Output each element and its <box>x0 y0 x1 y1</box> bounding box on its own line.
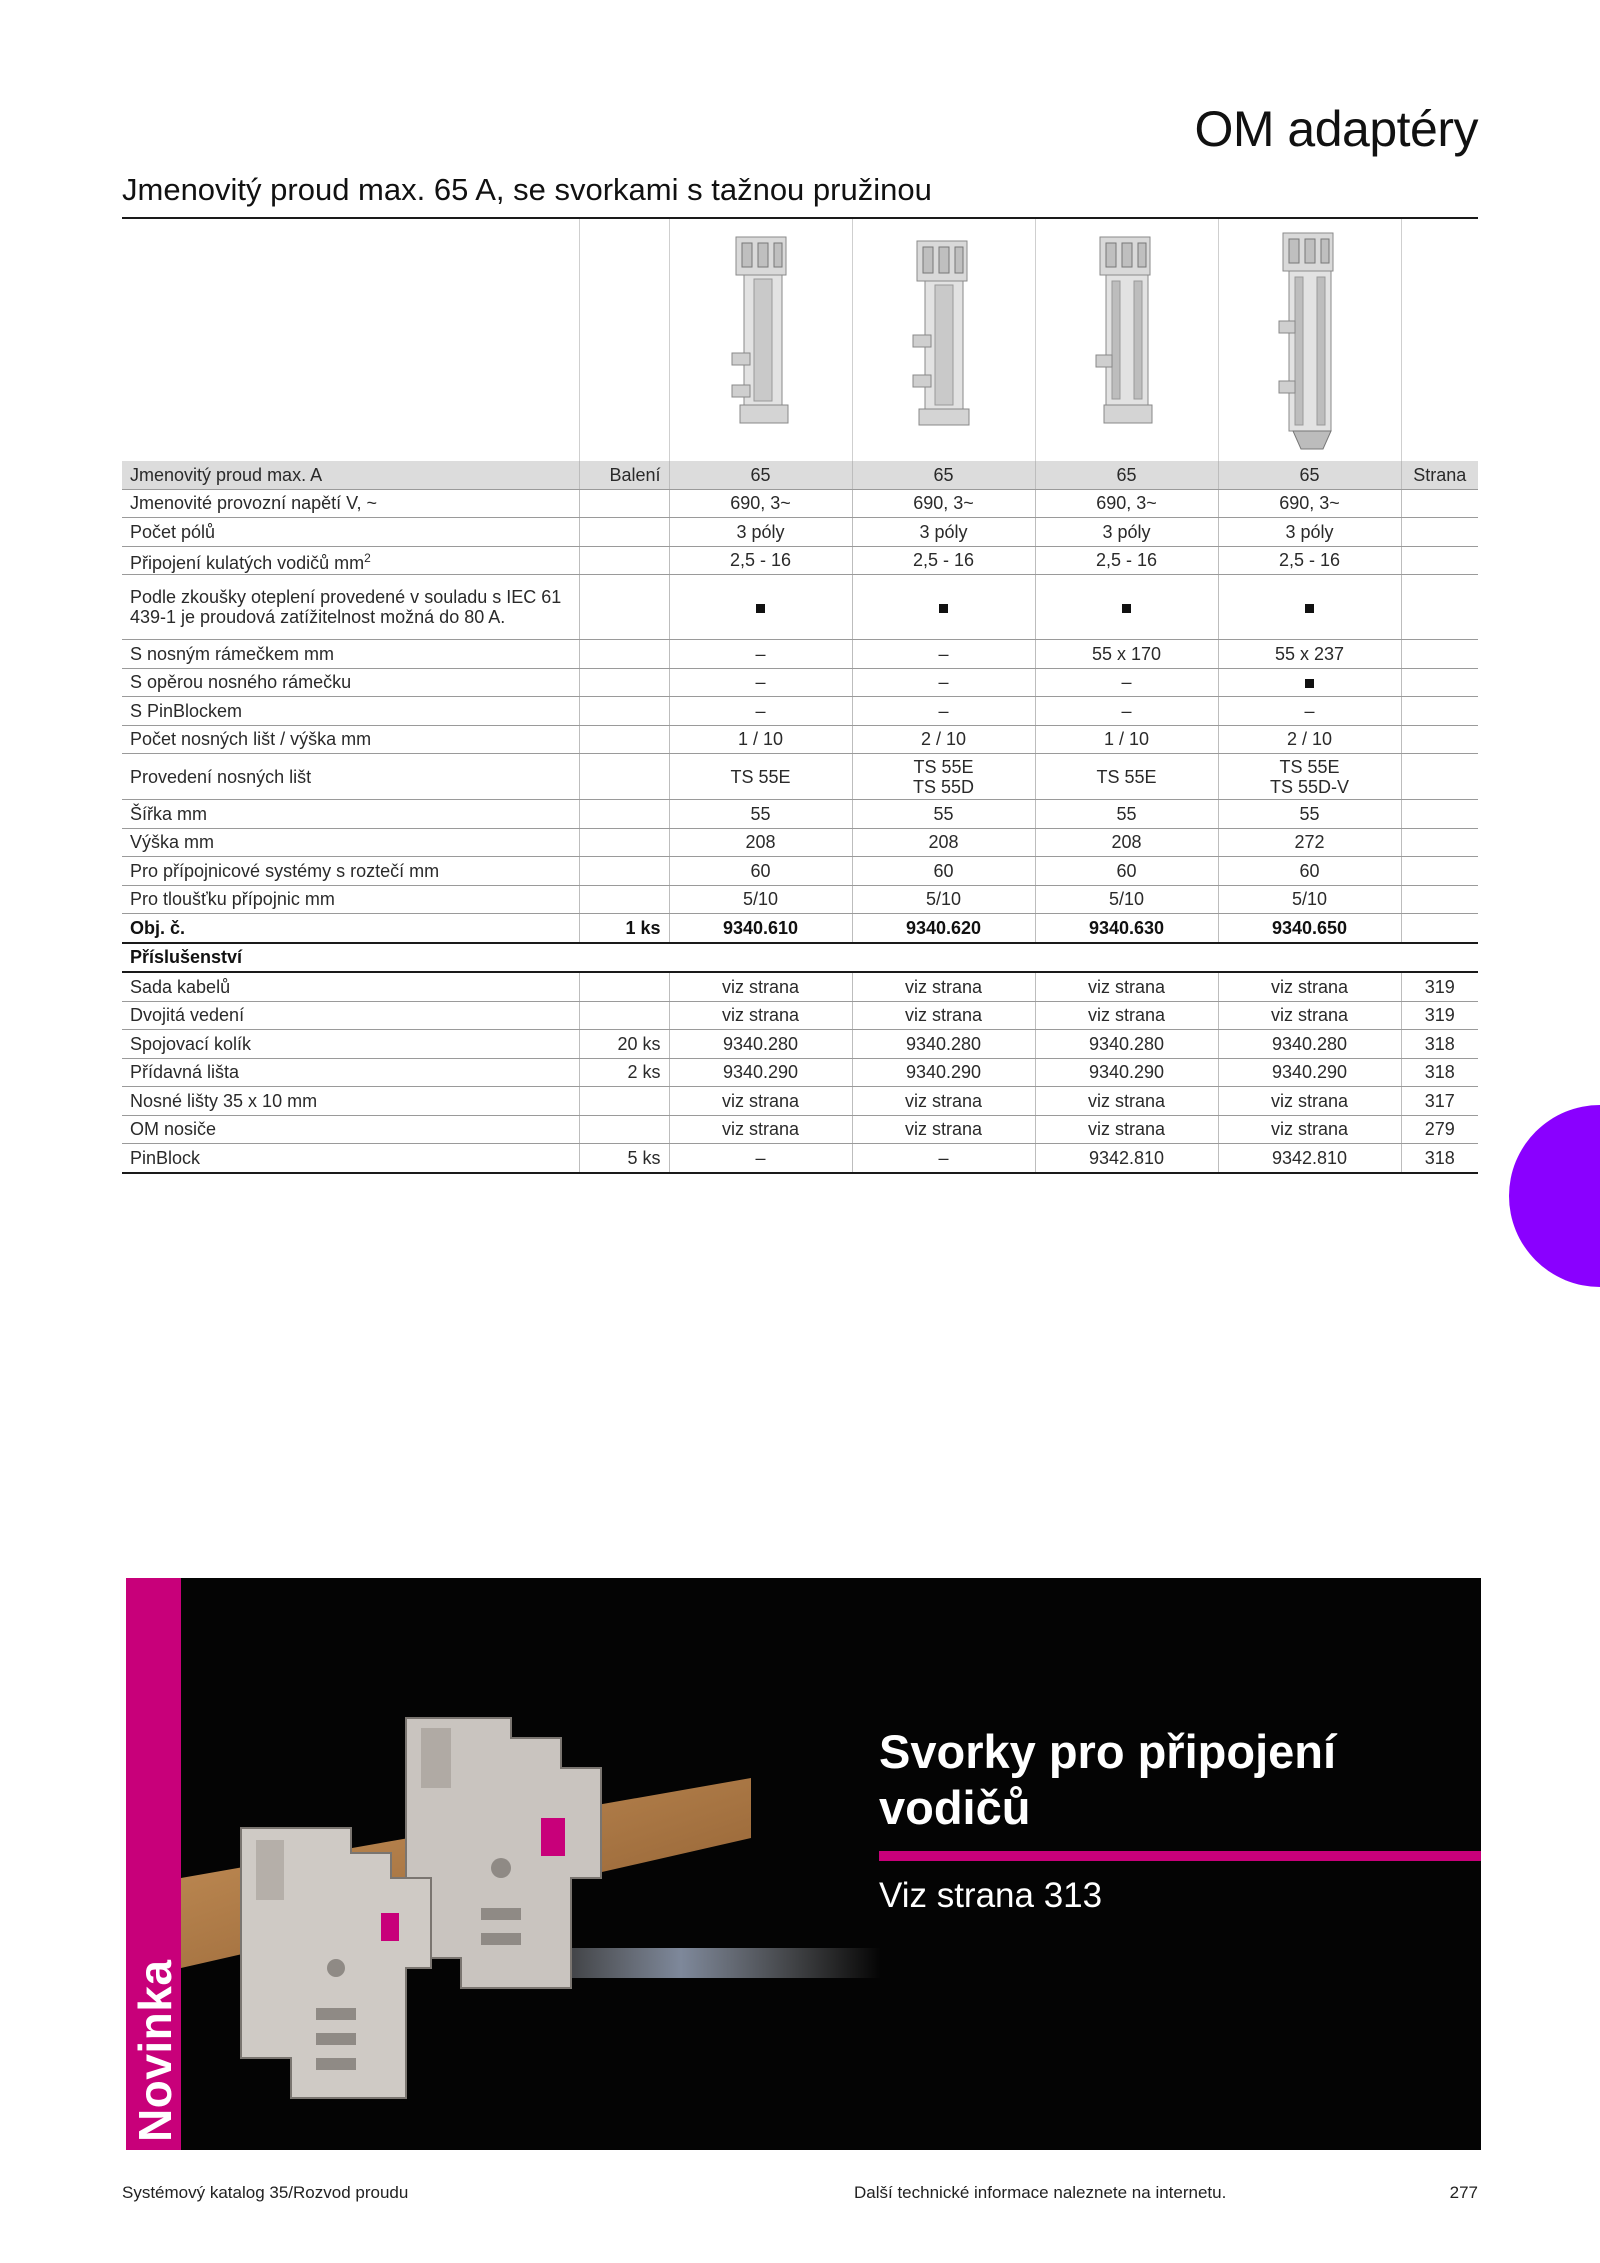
value-cell: 9340.280 <box>669 1030 852 1059</box>
image-cell-product-1 <box>669 219 853 461</box>
value-cell <box>1035 575 1218 640</box>
value-cell: 60 <box>669 857 852 886</box>
table-row <box>122 857 1478 886</box>
row-label: Nosné lišty 35 x 10 mm <box>122 1087 579 1116</box>
image-cell-pack <box>579 219 670 461</box>
value-cell: 55 x 237 <box>1218 640 1401 669</box>
table-row <box>122 546 1478 575</box>
value-cell: – <box>669 668 852 697</box>
value-cell: 9342.810 <box>1035 1144 1218 1173</box>
value-cell: 208 <box>1035 828 1218 857</box>
value-cell: 60 <box>852 857 1035 886</box>
value-cell: viz strana <box>669 972 852 1001</box>
table-row <box>122 828 1478 857</box>
value-cell: 9340.280 <box>1035 1030 1218 1059</box>
pack-cell <box>579 546 669 575</box>
row-label: Obj. č. <box>122 914 579 943</box>
image-cell-page <box>1401 219 1479 461</box>
value-cell: 5/10 <box>1035 885 1218 914</box>
value-cell: viz strana <box>1035 972 1218 1001</box>
value-cell: – <box>1035 668 1218 697</box>
row-label: Připojení kulatých vodičů $mm^2$ <box>122 546 579 575</box>
value-cell: – <box>669 1144 852 1173</box>
value-cell: – <box>669 640 852 669</box>
value-cell: viz strana <box>852 1001 1035 1030</box>
value-cell: 9340.290 <box>1218 1058 1401 1087</box>
pack-cell: Balení <box>579 461 669 489</box>
pack-cell <box>579 725 669 754</box>
table-row <box>122 1030 1478 1059</box>
page-cell: Strana <box>1401 461 1478 489</box>
value-cell: 5/10 <box>1218 885 1401 914</box>
table-row <box>122 1087 1478 1116</box>
row-label: PinBlock <box>122 1144 579 1173</box>
page-cell <box>1401 800 1478 829</box>
value-cell: 690, 3~ <box>1218 489 1401 518</box>
page-cell: 317 <box>1401 1087 1478 1116</box>
value-cell: 9340.290 <box>852 1058 1035 1087</box>
value-cell: – <box>1218 697 1401 726</box>
table-row <box>122 754 1478 800</box>
page-title: OM adaptéry <box>1194 101 1478 157</box>
terminal-product-image <box>181 1578 881 2150</box>
value-cell: 9340.290 <box>1035 1058 1218 1087</box>
value-cell: 3 póly <box>852 518 1035 547</box>
terminal-back <box>406 1718 601 1988</box>
value-cell: – <box>852 697 1035 726</box>
value-cell: 9340.290 <box>669 1058 852 1087</box>
pack-cell <box>579 1087 669 1116</box>
value-cell: 60 <box>1218 857 1401 886</box>
page-cell: 318 <box>1401 1144 1478 1173</box>
table-row <box>122 640 1478 669</box>
row-label: Jmenovité provozní napětí V, ~ <box>122 489 579 518</box>
value-cell: 55 <box>852 800 1035 829</box>
om-adapter-image <box>1092 235 1162 435</box>
value-cell: – <box>852 640 1035 669</box>
page-cell <box>1401 518 1478 547</box>
value-cell: viz strana <box>852 972 1035 1001</box>
table-row <box>122 800 1478 829</box>
value-cell: 2,5 - 16 <box>1218 546 1401 575</box>
value-cell: viz strana <box>1035 1087 1218 1116</box>
value-cell: 65 <box>852 461 1035 489</box>
filled-square-icon <box>1122 604 1131 613</box>
value-cell: 2,5 - 16 <box>852 546 1035 575</box>
footer-page-number: 277 <box>1449 2183 1478 2202</box>
table-row <box>122 1001 1478 1030</box>
value-cell: 9342.810 <box>1218 1144 1401 1173</box>
row-label: Počet pólů <box>122 518 579 547</box>
value-cell: 208 <box>669 828 852 857</box>
table-row <box>122 885 1478 914</box>
value-cell: viz strana <box>1218 1115 1401 1144</box>
row-label: S nosným rámečkem mm <box>122 640 579 669</box>
new-badge-label: Novinka <box>129 1959 181 2142</box>
value-cell: 55 <box>1218 800 1401 829</box>
row-label: OM nosiče <box>122 1115 579 1144</box>
row-label: Pro tloušťku přípojnic mm <box>122 885 579 914</box>
value-cell <box>669 575 852 640</box>
row-label: Přídavná lišta <box>122 1058 579 1087</box>
page-cell <box>1401 575 1478 640</box>
table-row <box>122 518 1478 547</box>
image-cell-product-2 <box>852 219 1036 461</box>
table-row <box>122 1058 1478 1087</box>
value-cell: 9340.650 <box>1218 914 1401 943</box>
page-cell <box>1401 697 1478 726</box>
value-cell <box>852 575 1035 640</box>
page-cell <box>1401 640 1478 669</box>
table-row <box>122 914 1478 943</box>
page-cell <box>1401 546 1478 575</box>
row-label: Dvojitá vedení <box>122 1001 579 1030</box>
value-cell: 55 <box>669 800 852 829</box>
value-cell: 65 <box>1218 461 1401 489</box>
value-cell: viz strana <box>1218 1001 1401 1030</box>
table-row <box>122 725 1478 754</box>
value-cell <box>1218 575 1401 640</box>
new-badge-strip <box>126 1578 181 2150</box>
pack-cell <box>579 1115 669 1144</box>
row-label: Počet nosných lišt / výška mm <box>122 725 579 754</box>
pack-cell: 20 ks <box>579 1030 669 1059</box>
value-cell: 60 <box>1035 857 1218 886</box>
pack-cell <box>579 828 669 857</box>
spec-table <box>122 461 1478 1174</box>
value-cell: 2,5 - 16 <box>1035 546 1218 575</box>
pack-cell <box>579 885 669 914</box>
value-cell: viz strana <box>1218 1087 1401 1116</box>
unit-superscript: 2 <box>364 550 371 565</box>
value-cell: 9340.610 <box>669 914 852 943</box>
value-cell <box>1218 668 1401 697</box>
table-row <box>122 461 1478 489</box>
page-cell: 319 <box>1401 1001 1478 1030</box>
image-cell-product-4 <box>1218 219 1402 461</box>
om-adapter-image <box>1275 231 1345 451</box>
row-label: S PinBlockem <box>122 697 579 726</box>
spec-table-body <box>122 461 1478 1173</box>
row-label: Spojovací kolík <box>122 1030 579 1059</box>
value-cell: – <box>1035 697 1218 726</box>
value-cell: 9340.620 <box>852 914 1035 943</box>
product-images-row <box>122 219 1478 461</box>
value-cell: 690, 3~ <box>669 489 852 518</box>
value-cell: 65 <box>1035 461 1218 489</box>
value-cell: 208 <box>852 828 1035 857</box>
row-label: Pro přípojnicové systémy s roztečí mm <box>122 857 579 886</box>
chapter-tab <box>1509 1105 1600 1287</box>
filled-square-icon <box>1305 604 1314 613</box>
page-cell <box>1401 885 1478 914</box>
value-cell: 5/10 <box>669 885 852 914</box>
value-cell: 9340.630 <box>1035 914 1218 943</box>
filled-square-icon <box>756 604 765 613</box>
table-row <box>122 575 1478 640</box>
pack-cell <box>579 518 669 547</box>
value-cell: 65 <box>669 461 852 489</box>
pack-cell <box>579 575 669 640</box>
value-cell: 690, 3~ <box>1035 489 1218 518</box>
page-cell: 318 <box>1401 1058 1478 1087</box>
table-row <box>122 668 1478 697</box>
pack-cell <box>579 668 669 697</box>
page-cell <box>1401 725 1478 754</box>
value-cell: viz strana <box>1035 1115 1218 1144</box>
page-cell <box>1401 857 1478 886</box>
value-cell: 3 póly <box>1218 518 1401 547</box>
value-cell: viz strana <box>669 1001 852 1030</box>
value-cell: TS 55E TS 55D <box>852 754 1035 800</box>
value-cell: 2,5 - 16 <box>669 546 852 575</box>
value-cell: TS 55E <box>1035 754 1218 800</box>
value-cell: 690, 3~ <box>852 489 1035 518</box>
image-cell-product-3 <box>1035 219 1219 461</box>
value-cell: 3 póly <box>1035 518 1218 547</box>
value-cell: viz strana <box>852 1087 1035 1116</box>
table-row <box>122 489 1478 518</box>
value-cell: 9340.280 <box>1218 1030 1401 1059</box>
pack-cell <box>579 489 669 518</box>
pack-cell: 1 ks <box>579 914 669 943</box>
value-cell: viz strana <box>852 1115 1035 1144</box>
value-cell: – <box>669 697 852 726</box>
pack-cell <box>579 972 669 1001</box>
value-cell: viz strana <box>1218 972 1401 1001</box>
value-cell: 55 x 170 <box>1035 640 1218 669</box>
value-cell: TS 55E <box>669 754 852 800</box>
value-cell: viz strana <box>1035 1001 1218 1030</box>
page-cell <box>1401 489 1478 518</box>
row-label: Podle zkoušky oteplení provedené v souladu s IEC 61 439-1 je proudová zatížitelnost možná do 80 A. <box>122 575 579 640</box>
value-cell: 3 póly <box>669 518 852 547</box>
value-cell: – <box>852 668 1035 697</box>
om-adapter-image <box>728 235 798 435</box>
value-cell: 272 <box>1218 828 1401 857</box>
row-label: Výška mm <box>122 828 579 857</box>
page-cell: 319 <box>1401 972 1478 1001</box>
row-label: S opěrou nosného rámečku <box>122 668 579 697</box>
row-label: Provedení nosných lišt <box>122 754 579 800</box>
accessories-heading: Příslušenství <box>122 943 1478 973</box>
value-cell: 55 <box>1035 800 1218 829</box>
value-cell: – <box>852 1144 1035 1173</box>
pack-cell <box>579 1001 669 1030</box>
om-adapter-image <box>909 235 979 435</box>
value-cell: 2 / 10 <box>1218 725 1401 754</box>
pack-cell <box>579 754 669 800</box>
accessories-heading-row <box>122 943 1478 973</box>
page-cell <box>1401 914 1478 943</box>
page-cell <box>1401 754 1478 800</box>
page-cell: 279 <box>1401 1115 1478 1144</box>
row-label: Jmenovitý proud max. A <box>122 461 579 489</box>
page-cell: 318 <box>1401 1030 1478 1059</box>
banner-divider <box>879 1851 1481 1861</box>
row-label: Sada kabelů <box>122 972 579 1001</box>
value-cell: 2 / 10 <box>852 725 1035 754</box>
footer-catalog-name: Systémový katalog 35/Rozvod proudu <box>122 2183 409 2202</box>
page-cell <box>1401 668 1478 697</box>
banner-heading: Svorky pro připojení vodičů <box>879 1725 1337 1834</box>
pack-cell <box>579 857 669 886</box>
row-label: Šířka mm <box>122 800 579 829</box>
value-cell: 1 / 10 <box>1035 725 1218 754</box>
banner-page-reference[interactable]: Viz strana 313 <box>879 1876 1103 1915</box>
filled-square-icon <box>1305 679 1314 688</box>
filled-square-icon <box>939 604 948 613</box>
value-cell: TS 55E TS 55D-V <box>1218 754 1401 800</box>
pack-cell: 5 ks <box>579 1144 669 1173</box>
value-cell: viz strana <box>669 1087 852 1116</box>
pack-cell <box>579 800 669 829</box>
table-row <box>122 697 1478 726</box>
section-subtitle: Jmenovitý proud max. 65 A, se svorkami s tažnou pružinou <box>122 172 932 207</box>
page-cell <box>1401 828 1478 857</box>
table-row <box>122 972 1478 1001</box>
value-cell: 1 / 10 <box>669 725 852 754</box>
pack-cell: 2 ks <box>579 1058 669 1087</box>
pack-cell <box>579 640 669 669</box>
value-cell: 5/10 <box>852 885 1035 914</box>
table-row <box>122 1144 1478 1173</box>
table-row <box>122 1115 1478 1144</box>
promo-banner <box>126 1578 1481 2150</box>
value-cell: 9340.280 <box>852 1030 1035 1059</box>
pack-cell <box>579 697 669 726</box>
value-cell: viz strana <box>669 1115 852 1144</box>
footer-info-note: Další technické informace naleznete na internetu. <box>854 2183 1227 2202</box>
